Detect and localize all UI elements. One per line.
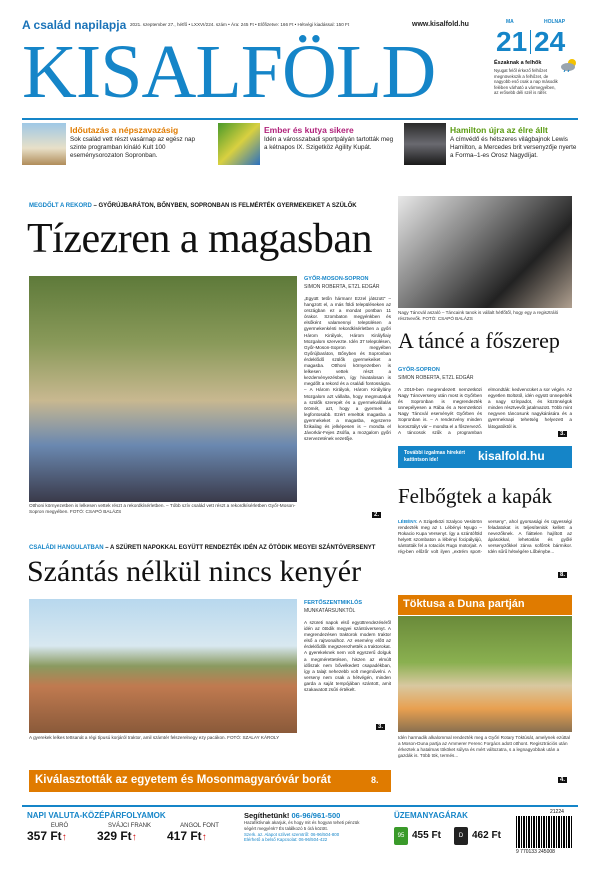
dance-page-ref[interactable]: 3. xyxy=(560,431,566,437)
dance-headline[interactable]: A táncé a főszerep xyxy=(398,328,560,353)
dance-caption: Nagy Táncvál aszaló – Táncaink tanok is vállalt hétfőtől, hogy egy a regisztráló résztvevők. FOTÓ: CSAPÓ BALÁZS xyxy=(398,310,559,321)
kicker-rest: – GYŐRÚJBARÁTON, BŐNYBEN, SOPRONBAN IS FELMÉRTÉK GYERMEKEIKET A SZÜLŐK xyxy=(91,203,357,209)
today-label: MA xyxy=(506,19,514,25)
lead-headline[interactable]: Tízezren a magasban xyxy=(27,216,372,262)
plough-photo xyxy=(29,599,297,733)
pumpkin-photo xyxy=(398,616,572,732)
ad-text: További izgalmas hírekért kattintson ide! xyxy=(404,450,466,463)
banner-text: Kiválasztották az egyetem és Mosonmagyaróvár borát xyxy=(35,774,331,786)
lead-page-ref[interactable]: 2. xyxy=(374,512,380,518)
tomorrow-temp: 24 xyxy=(534,26,566,57)
masthead xyxy=(22,18,578,118)
dance-region: GYŐR-SOPRON xyxy=(398,367,440,373)
tagline: A család napilapja xyxy=(22,18,127,32)
teaser-title: Hamilton újra az élre állt xyxy=(450,125,548,135)
dance-body: A 2019-ben megrendezett nemzetközi Nagy Táncverseny után most is Győrben és Sopronban is megrendezték ünnepélyesen a Rába és a Nemzetközi Nagy Táncvál eseményét Győrben és Sopronban is. – A rendezvény minden korosztályt vár – mondta el a főszervező. A táncosok szűk a programban elmondták: kedvencüket a sor végén. Az egyetlen Boltotól, idén együtt ünnepelték a nagy színpadot, és közönségük minden résztvevőt jutalmazott. Több mint negyven táncosunk nagykárására és a gyermeknapi tehetség helyezett a látogatóktól is. xyxy=(398,387,572,435)
barcode-issue: 21224 xyxy=(550,809,564,815)
barcode-bars xyxy=(516,816,572,848)
footer xyxy=(22,805,578,857)
lead-photo xyxy=(29,276,297,502)
fuel-title: ÜZEMANYAGÁRAK xyxy=(394,811,468,820)
teaser-text: A címvédő és hétszeres világbajnok Lewis Hamilton, a Mercedes brit versenyzője nyerte a Forma–1-es Orosz Nagydíjat. xyxy=(450,136,577,159)
dance-photo xyxy=(398,196,572,308)
help-line: Hazafiktívnak akarjuk, és hogy mit és hogyan teheti pénzük xyxy=(244,820,360,825)
fx-title: NAPI VALUTA-KÖZÉPÁRFOLYAMOK xyxy=(27,811,166,820)
tomorrow-label: HOLNAP xyxy=(544,19,566,25)
barcode-number: 9 770133 245008 xyxy=(516,849,555,855)
kicker-label: MEGDŐLT A REKORD xyxy=(29,203,92,209)
temp-divider xyxy=(530,30,531,54)
fuel-label: 95 xyxy=(397,833,405,839)
help-line: Szerk. az. Alapot szilvet szemtről: 06-96/504-800 xyxy=(244,831,340,837)
web-ad[interactable] xyxy=(398,446,572,468)
wine-banner[interactable] xyxy=(29,770,391,792)
lead-kicker xyxy=(29,203,389,209)
teaser-photo xyxy=(22,123,66,165)
kicker-rest: – A SZÜRETI NAPOKKAL EGYÜTT RENDEZTÉK IDÉN AZ ÖTÖDIK MEGYEI SZÁNTÓVERSENYT xyxy=(103,545,376,551)
weather-text: Nyugat felől érkező felhőzet megnövekszik a felhőzet, de nagyobb eső csak a nap második felében várható a vármegyében, az erősebb déli szél is ráfér. xyxy=(494,68,558,95)
fx-label: ANGOL FONT xyxy=(180,823,219,829)
fx-value: 357 Ft xyxy=(27,829,62,843)
today-temp: 21 xyxy=(496,26,528,57)
help-line: Elérhető a belső Kapcsolat: 06-96/504-422 xyxy=(244,837,328,843)
help-phone[interactable]: 06-96/961-500 xyxy=(291,811,341,820)
lead-byline: SIMON ROBERTA, ETZL EDGÁR xyxy=(304,284,380,290)
caps-region: LÉBÉNY. xyxy=(398,519,418,524)
fx-value: 417 Ft xyxy=(167,829,202,843)
weather-title: Északnak a felhők xyxy=(494,60,542,66)
fx-euro xyxy=(27,823,92,843)
fuel-label: D xyxy=(458,833,464,839)
fx-label: EURÓ xyxy=(50,823,69,829)
nameday-box xyxy=(494,18,584,58)
caps-text: A Szigetközi Szalyoo Vesiörön rendezték meg az I. Lébényi Nyugo – Rokacio Kupa Versenyt. Így a szántóföld helyett szombaton a lébényi focipályájú, sántották fel a rotaciós Rugo motorjait. A rég-ben előzőr volt ilyen „extrém sport-verseny”, ahol gyorsasági és ügyességi feladatokat is teljesíteniük kellett a nevezőknek. A fiáttelen hajlított az ápásokkal, lehetoslás és győlé versenyzőkkel zárva sofőrök bármikor. Idén sűrű hétvégére Lőbénybe... xyxy=(398,519,572,555)
caps-headline[interactable]: Felbőgtek a kapák xyxy=(398,484,552,508)
teaser-text: Sok család vett részt vasárnap az egész nap szinte programban kínáló Kult 100 eseménysorozaton Sopronban. xyxy=(70,136,195,159)
arrow-up-icon: ↑ xyxy=(61,832,67,843)
plough-headline[interactable]: Szántás nélkül nincs kenyér xyxy=(27,555,362,588)
teaser-text: Idén a városszabadi sportpályán tartották meg a kétnapos IX. Szigetköz Agility Kupát. xyxy=(264,136,394,151)
teaser-1[interactable] xyxy=(22,123,212,167)
teaser-2[interactable] xyxy=(218,123,398,167)
arrow-up-icon: ↑ xyxy=(201,832,207,843)
fuel-diesel xyxy=(454,825,514,847)
plough-kicker xyxy=(29,545,399,551)
teaser-3[interactable] xyxy=(404,123,578,167)
caps-page-ref[interactable]: 8. xyxy=(560,572,566,578)
pumpkin-headline[interactable]: Töktusa a Duna partján xyxy=(403,598,525,610)
caps-body xyxy=(398,519,572,581)
pumpkin-page-ref[interactable]: 4. xyxy=(560,777,566,783)
fx-gbp xyxy=(167,823,232,843)
cloud-icon xyxy=(560,58,578,72)
plough-region: FERTŐSZENTMIKLÓS xyxy=(304,600,363,606)
fx-chf xyxy=(97,823,162,843)
teaser-title: Ember és kutya sikere xyxy=(264,125,354,135)
dance-byline: SIMON ROBERTA, ETZL EDGÁR xyxy=(398,375,474,381)
page-title: KISALFÖLD xyxy=(22,30,436,114)
teaser-photo xyxy=(218,123,260,165)
fuel-value: 462 Ft xyxy=(472,830,501,841)
help-box xyxy=(244,811,384,843)
help-line: ségért megyénk? És találkozó 5 órá között. xyxy=(244,825,328,831)
lead-caption: Otthoni környezetben is lelkesen vettek részt a rekordkísérletben. – Tóbb szív család vett részt a rekordkísérletben Győr-Moson-Sopron megyében. FOTÓ: CSAPÓ BALÁZS xyxy=(29,503,296,514)
barcode xyxy=(514,809,576,857)
arrow-up-icon: ↑ xyxy=(131,832,137,843)
teaser-photo xyxy=(404,123,446,165)
banner-page-ref: 8. xyxy=(371,775,379,785)
fuel-pump-icon xyxy=(394,827,408,845)
site-url[interactable]: www.kisalfold.hu xyxy=(412,21,469,28)
issue-info: 2021. szeptember 27., hétfő • LXXVI/224. szám • Ára: 245 Ft • Előfizetve: 166 Ft • Hétvégi kiadással: 150 Ft xyxy=(130,22,350,27)
fuel-95 xyxy=(394,825,454,847)
fx-value: 329 Ft xyxy=(97,829,132,843)
fuel-value: 455 Ft xyxy=(412,830,441,841)
fuel-pump-icon xyxy=(454,827,468,845)
kicker-label: CSALÁDI HANGULATBAN xyxy=(29,545,104,551)
help-title: Segíthetünk! xyxy=(244,811,290,820)
ad-site: kisalfold.hu xyxy=(478,449,545,463)
lead-body: „Együtt tetőn hárman! Ezzel játszott” – hangzott el, a más földi településeken az országban ez a mondat pontban 11 órakor. Szombaton megyénkben és elsőként valamennyi településen a gyermekenkénti rekordkísérletben a győri Három Királyok, Három Királyfiaiy Mozgalom szervezte. Idén 37 településen, Győr-Moson-Sopron megyében Győrújbaráton, Bőnyben és Sopronban érdeklődő szülők gyermekeiket a magasba. Otthoni környezetben is lelkesen vettek részt a kezdeményezésben, így hivatalosan is megdőlt a rekord és a családi fontosságra. – A Három Királyok, Három Királylány Mozgalom azt vállalta, hogy megmutatjuk a szülők szerepét és a gyermekvállalás örömét, azt, hogy a gyermek a legfontosabb. Ezért emeltük magasba a gyermekeket a magasba, egyszerre fizikailag és jelképesen is – mondta el Jávorkár-Fejes Zsófia, a mozgalom győri szervezetének vezetője. xyxy=(304,296,391,442)
pumpkin-caption: Idén harmadik alkalommal rendezték meg a Győri Rotary Töktúsát, amelynek ezúttal a Moson-Duna partja az Ammerer Ferenc Forgács adott otthont. Regisztrációs után érkeztek a hatalmas tököket súlyra és mért változatra, s a legnagyobbak után a gazdák is. Több tök, termés... xyxy=(398,735,571,758)
plough-body: A szüreti napok első együttrendezéséről idén az ötödik megyei szántóversenyt. A megrendezésen traktorok modern traktor első a rajtvonalhoz. Az esemény előtt az érdeklődők megszerezhették a traktorokat. A gyerekeknek nem volt egyszerű dolguk a megmérettetésen, hiszen az elmúlt időszak nem bővelkedett csapadékban, így a talajt nehezebb volt megművelni. A verseny nem csak a hétvégén, minden garda a saját tempójában szántott, amit szakavatott zsűri értékelt. xyxy=(304,620,391,693)
fx-label: SVÁJCI FRANK xyxy=(107,823,151,829)
lead-region: GYŐR-MOSON-SOPRON xyxy=(304,276,369,282)
teaser-title: Időutazás a népszavazásig xyxy=(70,125,179,135)
plough-byline: MUNKATÁRSUNKTÓL xyxy=(304,608,356,614)
pumpkin-header xyxy=(398,595,572,615)
teaser-strip xyxy=(22,118,578,168)
plough-page-ref[interactable]: 3. xyxy=(378,724,384,730)
plough-caption: A gyerekek lelkes tettsanát a régi típusú korjáról traktor, amil számtér felszerelnegy ezy pacákon. FOTÓ: SZALAY KÁROLY xyxy=(29,735,280,740)
